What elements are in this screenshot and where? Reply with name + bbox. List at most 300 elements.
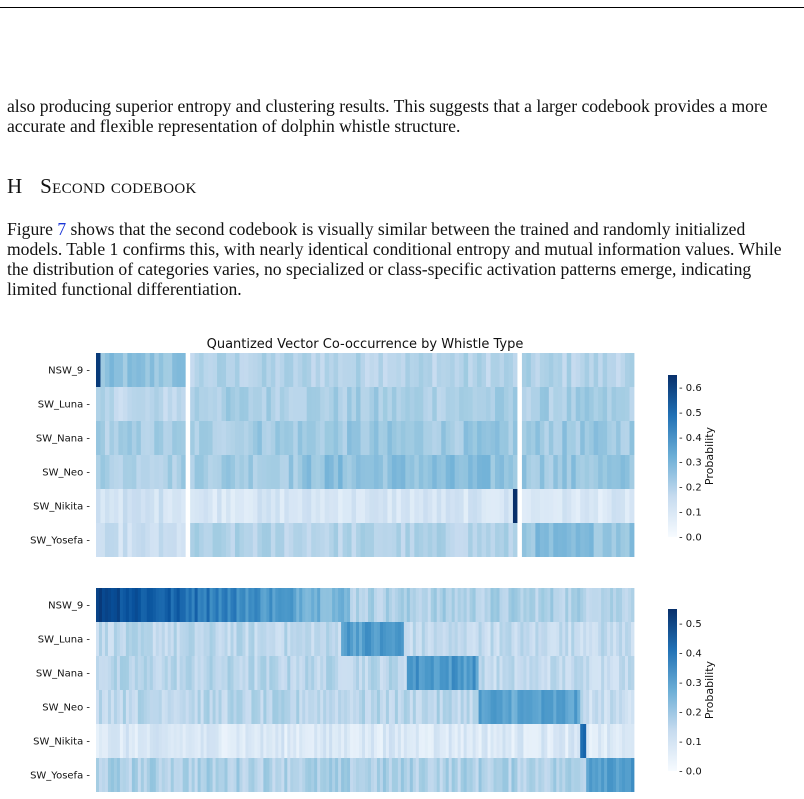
heatmap-cell [141, 690, 144, 724]
heatmap-cell [585, 353, 590, 387]
heatmap-cell [181, 387, 186, 421]
heatmap-cell [154, 489, 159, 523]
heatmap-cell [253, 455, 258, 489]
heatmap-cell [181, 421, 186, 455]
heatmap-cell [299, 588, 302, 622]
heatmap-cell [619, 758, 622, 792]
heatmap-cell [612, 489, 617, 523]
heatmap-cell [329, 656, 332, 690]
heatmap-cell [290, 690, 293, 724]
heatmap-cell [458, 690, 461, 724]
heatmap-cell [482, 622, 485, 656]
heatmap-cell [289, 523, 294, 557]
heatmap-cell [422, 724, 425, 758]
heatmap-cell [163, 353, 168, 387]
heatmap-cell [547, 758, 550, 792]
heatmap-cell [631, 724, 634, 758]
heatmap-cell [365, 656, 368, 690]
heatmap-cell [207, 758, 210, 792]
heatmap-cell [443, 690, 446, 724]
heatmap-cell [565, 724, 568, 758]
heatmap-cell [392, 421, 397, 455]
heatmap-cell [535, 387, 540, 421]
heatmap-cell [446, 724, 449, 758]
heatmap-cell [505, 588, 508, 622]
heatmap-cell [361, 353, 366, 387]
heatmap-cell [464, 353, 469, 387]
heatmap-cell [213, 353, 218, 387]
heatmap-cell [199, 489, 204, 523]
row-label: SW_Luna - [37, 399, 90, 411]
heatmap-cell [168, 656, 171, 690]
heatmap-cell [171, 622, 174, 656]
heatmap-cell [464, 523, 469, 557]
heatmap-cell [520, 588, 523, 622]
heatmap-cell [150, 690, 153, 724]
heatmap-cell [186, 455, 191, 489]
heatmap-cell [177, 758, 180, 792]
heatmap-cell [464, 656, 467, 690]
heatmap-cell [317, 690, 320, 724]
heatmap-cell [571, 523, 576, 557]
heatmap-cell [356, 353, 361, 387]
heatmap-cell [410, 421, 415, 455]
heatmap-cell [450, 523, 455, 557]
heatmap-cell [419, 455, 424, 489]
heatmap-cell [559, 724, 562, 758]
heatmap-cell [437, 421, 442, 455]
heatmap-cell [239, 387, 244, 421]
heatmap-cell [248, 421, 253, 455]
heatmap-cell [486, 353, 491, 387]
heatmap-cell [500, 421, 505, 455]
heatmap-cell [405, 523, 410, 557]
heatmap-cell [612, 421, 617, 455]
heatmap-cell [168, 387, 173, 421]
heatmap-cell [389, 758, 392, 792]
heatmap-cell [280, 421, 285, 455]
heatmap-cell [452, 690, 455, 724]
heatmap-cell [239, 724, 242, 758]
heatmap-cell [464, 724, 467, 758]
heatmap-cell [299, 690, 302, 724]
heatmap-cell [192, 724, 195, 758]
heatmap-cell [486, 421, 491, 455]
heatmap-cell [585, 421, 590, 455]
heatmap-cell [329, 588, 332, 622]
heatmap-cell [350, 622, 353, 656]
heatmap-cell [244, 421, 249, 455]
heatmap-cell [168, 690, 171, 724]
heatmap-cell [446, 353, 451, 387]
heatmap-cell [118, 353, 123, 387]
heatmap-cell [374, 489, 379, 523]
heatmap-cell [136, 353, 141, 387]
heatmap-cell [356, 489, 361, 523]
heatmap-cell [117, 724, 120, 758]
heatmap-cell [281, 758, 284, 792]
heatmap-cell [263, 758, 266, 792]
heatmap-cell [423, 353, 428, 387]
heatmap-cell [368, 758, 371, 792]
heatmap-cell [601, 622, 604, 656]
heatmap-cell [562, 758, 565, 792]
heatmap-cell [222, 656, 225, 690]
heatmap-cell [580, 690, 583, 724]
heatmap-cell [488, 656, 491, 690]
heatmap-cell [242, 690, 245, 724]
section-title: Second codebook [40, 174, 197, 198]
heatmap-cell [603, 455, 608, 489]
heatmap-cell [302, 588, 305, 622]
heatmap-cell [138, 724, 141, 758]
heatmap-cell [473, 622, 476, 656]
heatmap-cell [428, 724, 431, 758]
heatmap-cell [235, 489, 240, 523]
heatmap-cell [383, 387, 388, 421]
heatmap-cell [293, 622, 296, 656]
heatmap-cell [105, 690, 108, 724]
heatmap-cell [371, 622, 374, 656]
heatmap-cell [476, 622, 479, 656]
heatmap-cell [401, 489, 406, 523]
heatmap-cell [96, 588, 99, 622]
heatmap-cell [459, 387, 464, 421]
heatmap-cell [235, 353, 240, 387]
heatmap-cell [589, 353, 594, 387]
heatmap-cell [514, 758, 517, 792]
heatmap-cell [449, 622, 452, 656]
heatmap-cell [529, 690, 532, 724]
heatmap-cell [621, 455, 626, 489]
heatmap-cell [254, 758, 257, 792]
heatmap-cell [416, 588, 419, 622]
heatmap-cell [126, 724, 129, 758]
heatmap-cell [419, 622, 422, 656]
heatmap-cell [423, 455, 428, 489]
heatmap-cell [284, 523, 289, 557]
heatmap-cell [449, 656, 452, 690]
heatmap-cell [153, 690, 156, 724]
heatmap-cell [344, 588, 347, 622]
heatmap-cell [135, 690, 138, 724]
heatmap-cell [467, 758, 470, 792]
heatmap-cell [508, 421, 513, 455]
heatmap-cell [371, 758, 374, 792]
heatmap-cell [467, 588, 470, 622]
heatmap-cell [598, 353, 603, 387]
heatmap-cell [604, 656, 607, 690]
heatmap-cell [198, 622, 201, 656]
heatmap-cell [514, 724, 517, 758]
heatmap-cell [287, 656, 290, 690]
heatmap-cell [422, 690, 425, 724]
heatmap-cell [269, 690, 272, 724]
heatmap-cell [314, 622, 317, 656]
heatmap-cell [228, 690, 231, 724]
heatmap-cell [513, 421, 518, 455]
heatmap-cell [293, 455, 298, 489]
heatmap-cell [612, 523, 617, 557]
heatmap-cell [589, 489, 594, 523]
heatmap-cell [335, 758, 338, 792]
heatmap-cell [547, 724, 550, 758]
heatmap-cell [562, 387, 567, 421]
heatmap-cell [607, 387, 612, 421]
heatmap-cell [177, 523, 182, 557]
heatmap-cell [401, 387, 406, 421]
heatmap-cell [621, 387, 626, 421]
heatmap-cell [479, 622, 482, 656]
heatmap-cell [511, 656, 514, 690]
heatmap-cell [592, 588, 595, 622]
heatmap-cell [467, 690, 470, 724]
heatmap-cell [96, 690, 99, 724]
heatmap-cell [163, 455, 168, 489]
heatmap-cell [562, 588, 565, 622]
heatmap-cell [189, 724, 192, 758]
colorbar-tick-label: - 0.1 [679, 507, 702, 519]
heatmap-cell [135, 656, 138, 690]
heatmap-cell [494, 622, 497, 656]
heatmap-cell [538, 656, 541, 690]
heatmap-cell [96, 758, 99, 792]
heatmap-cell [380, 622, 383, 656]
heatmap-cell [604, 724, 607, 758]
heatmap-cell [508, 489, 513, 523]
heatmap-cell [248, 489, 253, 523]
heatmap-cell [254, 588, 257, 622]
heatmap-cell [404, 588, 407, 622]
heatmap-cell [470, 656, 473, 690]
heatmap-cell [266, 455, 271, 489]
heatmap-cell [410, 724, 413, 758]
heatmap-cell [377, 758, 380, 792]
heatmap-cell [365, 622, 368, 656]
heatmap-cell [535, 724, 538, 758]
heatmap-cell [323, 656, 326, 690]
heatmap-cell [577, 656, 580, 690]
heatmap-cell [350, 690, 353, 724]
heatmap-cell [592, 656, 595, 690]
heatmap-cell [262, 455, 267, 489]
heatmap-cell [105, 455, 110, 489]
heatmap-cell [580, 387, 585, 421]
heatmap-cell [325, 421, 330, 455]
heatmap-cell [574, 656, 577, 690]
heatmap-cell [586, 656, 589, 690]
heatmap-cell [262, 523, 267, 557]
heatmap-cell [189, 622, 192, 656]
heatmap-cell [271, 523, 276, 557]
heatmap-cell [111, 656, 114, 690]
heatmap-cell [571, 656, 574, 690]
heatmap-cell [338, 758, 341, 792]
heatmap-cell [180, 690, 183, 724]
heatmap-cell [428, 588, 431, 622]
heatmap-cell [592, 758, 595, 792]
heatmap-cell [213, 489, 218, 523]
heatmap-cell [522, 353, 527, 387]
heatmap-cell [199, 387, 204, 421]
heatmap-cell [208, 387, 213, 421]
heatmap-cell [350, 724, 353, 758]
heatmap-cell [616, 353, 621, 387]
heatmap-cell [513, 523, 518, 557]
heatmap-cell [123, 690, 126, 724]
heatmap-cell [562, 690, 565, 724]
heatmap-cell [216, 588, 219, 622]
heatmap-cell [526, 588, 529, 622]
heatmap-cell [269, 588, 272, 622]
heatmap-cell [470, 690, 473, 724]
heatmap-cell [532, 588, 535, 622]
heatmap-cell [248, 353, 253, 387]
heatmap-cell [619, 622, 622, 656]
heatmap-cell [329, 690, 332, 724]
heatmap-cell [231, 455, 236, 489]
heatmap-cell [544, 656, 547, 690]
heatmap-cell [410, 622, 413, 656]
heatmap-cell [419, 387, 424, 421]
heatmap-cell [239, 690, 242, 724]
heatmap-cell [111, 724, 114, 758]
heatmap-cell [468, 455, 473, 489]
heatmap-cell [395, 622, 398, 656]
heatmap-cell [455, 455, 460, 489]
heatmap-cell [314, 758, 317, 792]
heatmap-cell [598, 656, 601, 690]
heatmap-cell [171, 724, 174, 758]
heatmap-cell [553, 588, 556, 622]
heatmap-cell [414, 387, 419, 421]
heatmap-cell [467, 724, 470, 758]
heatmap-cell [452, 656, 455, 690]
heatmap-cell [517, 724, 520, 758]
heatmap-cell [145, 455, 150, 489]
heatmap-cell [601, 724, 604, 758]
heatmap-cell [217, 489, 222, 523]
heatmap-cell [401, 353, 406, 387]
colorbar-tick-label: - 0.3 [679, 457, 702, 469]
heatmap-cell [254, 690, 257, 724]
heatmap-cell [431, 758, 434, 792]
heatmap-random [30, 588, 716, 792]
heatmap-cell [233, 758, 236, 792]
heatmap-cell [526, 622, 529, 656]
heatmap-cell [622, 690, 625, 724]
heatmap-cell [260, 622, 263, 656]
row-label: SW_Luna - [37, 634, 90, 646]
heatmap-cell [562, 523, 567, 557]
heatmap-cell [514, 656, 517, 690]
heatmap-cell [325, 523, 330, 557]
heatmap-cell [132, 588, 135, 622]
heatmap-cell [452, 758, 455, 792]
heatmap-cell [491, 588, 494, 622]
heatmap-cell [594, 353, 599, 387]
heatmap-cell [477, 387, 482, 421]
heatmap-cell [338, 455, 343, 489]
heatmap-cell [374, 724, 377, 758]
heatmap-cell [186, 724, 189, 758]
heatmap-cell [517, 489, 522, 523]
heatmap-cell [204, 421, 209, 455]
heatmap-cell [108, 656, 111, 690]
heatmap-cell [378, 489, 383, 523]
row-label: SW_Nikita - [33, 736, 90, 748]
heatmap-cell [275, 724, 278, 758]
heatmap-cell [458, 622, 461, 656]
heatmap-cell [428, 421, 433, 455]
heatmap-cell [156, 656, 159, 690]
heatmap-cell [114, 489, 119, 523]
heatmap-cell [410, 455, 415, 489]
heatmap-cell [254, 656, 257, 690]
heatmap-cell [500, 489, 505, 523]
heatmap-cell [550, 622, 553, 656]
heatmap-cell [362, 656, 365, 690]
heatmap-cell [235, 455, 240, 489]
heatmap-cell [208, 353, 213, 387]
heatmap-cell [352, 353, 357, 387]
heatmap-cell [511, 758, 514, 792]
heatmap-cell [517, 421, 522, 455]
heatmap-cell [401, 588, 404, 622]
heatmap-cell [392, 724, 395, 758]
heatmap-cell [568, 656, 571, 690]
heatmap-cell [520, 758, 523, 792]
heatmap-cell [446, 656, 449, 690]
heatmap-cell [257, 758, 260, 792]
heatmap-cell [126, 690, 129, 724]
heatmap-cell [434, 656, 437, 690]
heatmap-cell [210, 622, 213, 656]
heatmap-cell [553, 523, 558, 557]
heatmap-cell [488, 622, 491, 656]
heatmap-cell [210, 724, 213, 758]
heatmap-cell [257, 387, 262, 421]
heatmap-cell [239, 455, 244, 489]
heatmap-cell [592, 622, 595, 656]
heatmap-cell [159, 690, 162, 724]
heatmap-cell [123, 387, 128, 421]
heatmap-cell [132, 758, 135, 792]
heatmap-cell [198, 656, 201, 690]
heatmap-cell [476, 656, 479, 690]
heatmap-cell [263, 622, 266, 656]
heatmap-cell [553, 622, 556, 656]
heatmap-cell [226, 489, 231, 523]
heatmap-cell [455, 622, 458, 656]
heatmap-cell [347, 656, 350, 690]
heatmap-cell [109, 489, 114, 523]
heatmap-cell [296, 656, 299, 690]
heatmap-cell [352, 455, 357, 489]
figure-reference-link[interactable]: 7 [57, 219, 67, 239]
heatmap-cell [625, 421, 630, 455]
heatmap-cell [431, 588, 434, 622]
heatmap-cell [235, 387, 240, 421]
heatmap-cell [195, 758, 198, 792]
heatmap-cell [567, 353, 572, 387]
heatmap-cell [305, 588, 308, 622]
heatmap-cell [271, 421, 276, 455]
heatmap-cell [141, 758, 144, 792]
heatmap-cell [100, 523, 105, 557]
heatmap-cell [486, 523, 491, 557]
heatmap-cell [186, 523, 191, 557]
